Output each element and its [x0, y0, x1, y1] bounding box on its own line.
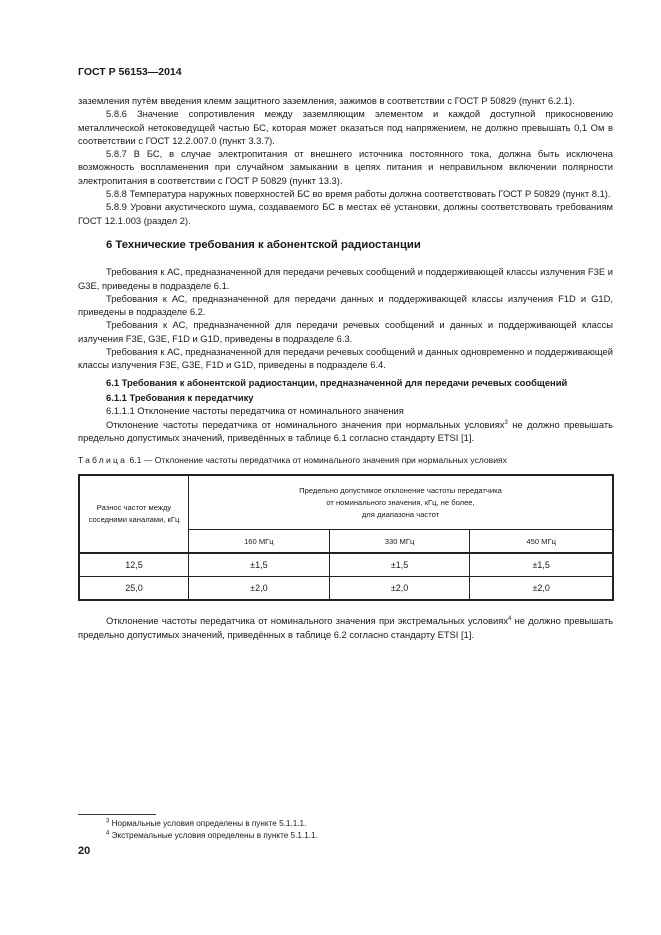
paragraph-continuation: заземления путём введения клемм защитного заземления, зажимов в соответствии с ГОСТ Р 50829 (пункт 6.2.1).: [78, 95, 575, 106]
cell-spacing: 25,0: [79, 577, 189, 601]
table-row: [79, 553, 613, 577]
paragraph-5-8-9: 5.8.9 Уровни акустического шума, создаваемого БС в местах её установки, должны соответствовать требованиям ГОСТ 12.1.003 (раздел 2).: [78, 201, 613, 226]
page-number: 20: [78, 845, 91, 857]
footnote-number: 3: [106, 818, 110, 825]
column-header-330mhz: 330 МГц: [329, 530, 470, 554]
section-6-paragraph-3: Требования к АС, предназначенной для передачи речевых сообщений и данных и поддерживающей классы излучения F3E, G3E, F1D и G1D, приведены в подразделе 6.3.: [78, 319, 613, 344]
subsection-6-1-1-heading: 6.1.1 Требования к передатчику: [106, 391, 254, 403]
paragraph-extreme-conditions: [78, 614, 613, 641]
column-header-450mhz: 450 МГц: [470, 530, 613, 554]
column-header-group: [189, 475, 614, 530]
footnote-separator: [78, 814, 156, 815]
table-caption-label: Таблица: [78, 455, 128, 466]
page-body: [78, 94, 613, 641]
column-header-160mhz: 160 МГц: [189, 530, 330, 554]
footnote-ref-4: 4: [508, 616, 512, 623]
cell-330: ±1,5: [329, 553, 470, 577]
document-header: ГОСТ Р 56153—2014: [78, 66, 182, 78]
footnote-4: [106, 830, 318, 841]
group-header-line-3: для диапазона частот: [361, 509, 440, 519]
paragraph-5-8-8: 5.8.8 Температура наружных поверхностей БС во время работы должна соответствовать ГОСТ Р 50829 (пункт 8.1).: [106, 188, 611, 200]
footnote-number: 4: [106, 830, 110, 837]
subsection-6-1-heading: 6.1 Требования к абонентской радиостанции, предназначенной для передачи речевых сообщений: [106, 376, 568, 388]
group-header-line-1: Предельно допустимое отклонение частоты передатчика: [299, 485, 502, 495]
footnote-text: Экстремальные условия определены в пункте 5.1.1.1.: [109, 831, 318, 840]
paragraph-5-8-6: 5.8.6 Значение сопротивления между заземляющим элементом и каждой доступной прикосновению металлической нетоковедущей частью БС, которая может оказаться под напряжением, не должно превышать 0,1 Ом в соответствии с ГОСТ 12.2.007.0 (пункт 3.3.7).: [78, 108, 613, 146]
group-header-line-2: от номинального значения, кГц, не более,: [326, 497, 475, 507]
cell-160: ±1,5: [189, 553, 330, 577]
section-6-paragraph-4: Требования к АС, предназначенной для передачи речевых сообщений и данных одновременно и поддерживающей классы излучения F3E, G3E, F1D и G1D, приведены в подразделе 6.4.: [78, 346, 613, 371]
cell-450: ±1,5: [470, 553, 613, 577]
section-6-paragraph-1: Требования к АС, предназначенной для передачи речевых сообщений и поддерживающей классы излучения F3E и G3E, приведены в подразделе 6.1.: [78, 266, 613, 291]
table-caption-text: 6.1 — Отклонение частоты передатчика от номинального значения при нормальных условиях: [127, 455, 507, 466]
table-row: [79, 577, 613, 601]
paragraph-normal-text: Отклонение частоты передатчика от номинального значения при нормальных условиях: [106, 418, 505, 430]
paragraph-normal-tail: не должно превышать предельно допустимых значений, приведённых в таблице 6.1 согласно стандарту ETSI [1].: [78, 418, 613, 443]
paragraph-normal-conditions: [78, 418, 613, 445]
section-6-heading: 6 Технические требования к абонентской радиостанции: [106, 238, 421, 251]
cell-330: ±2,0: [329, 577, 470, 601]
column-header-spacing: Разнос частот между соседними каналами, кГц: [79, 475, 189, 553]
footnote-3: [106, 818, 306, 829]
paragraph-extreme-tail: не должно превышать предельно допустимых значений, приведённых в таблице 6.2 согласно стандарту ETSI [1].: [78, 615, 613, 640]
footnote-text: Нормальные условия определены в пункте 5.1.1.1.: [109, 819, 307, 828]
frequency-deviation-table: [78, 474, 614, 601]
paragraph-5-8-7: 5.8.7 В БС, в случае электропитания от внешнего источника постоянного тока, должна быть исключена возможность воспламенения при случайном замыкании в цепях питания и неправильном включении полярности электропитания в соответствии с ГОСТ Р 50829 (пункт 13.3).: [78, 148, 613, 186]
paragraph-extreme-text: Отклонение частоты передатчика от номинального значения при экстремальных условиях: [106, 615, 509, 627]
table-caption: [78, 454, 613, 467]
cell-160: ±2,0: [189, 577, 330, 601]
cell-spacing: 12,5: [79, 553, 189, 577]
clause-6-1-1-1: 6.1.1.1 Отклонение частоты передатчика от номинального значения: [106, 405, 404, 417]
footnote-ref-3: 3: [504, 419, 508, 426]
cell-450: ±2,0: [470, 577, 613, 601]
section-6-paragraph-2: Требования к АС, предназначенной для передачи данных и поддерживающей классы излучения F1D и G1D, приведены в подразделе 6.2.: [78, 292, 613, 318]
